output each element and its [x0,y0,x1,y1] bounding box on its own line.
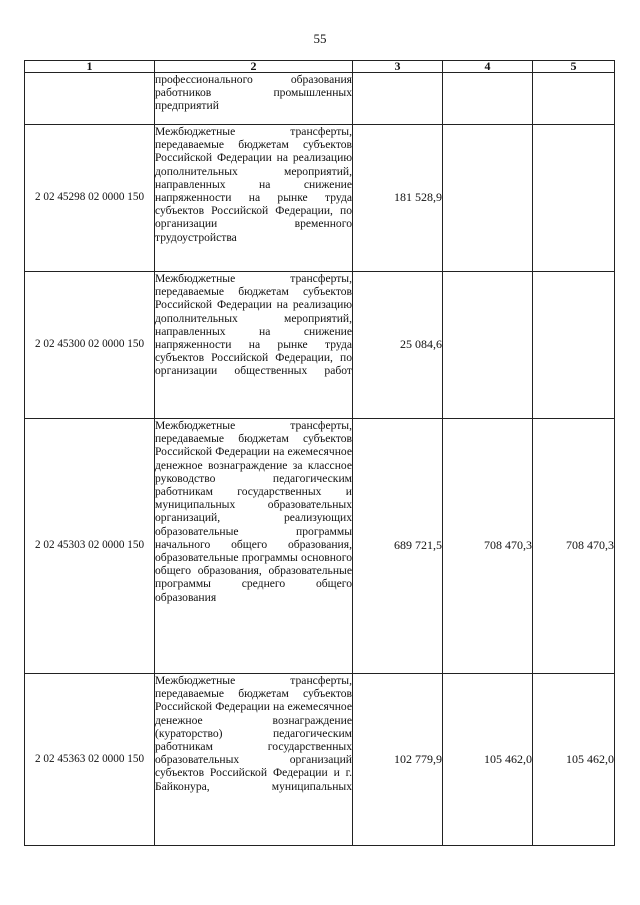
row-description: Межбюджетные трансферты, передаваемые бюджетам субъектов Российской Федерации на ежемесячное денежное вознаграждение (кураторство) педагогическим работникам государственных образовательных организаций субъектов Российской Федерации и г. Байконура, муниципальных [155,674,353,846]
row-value-col3: 689 721,5 [353,419,443,674]
row-value-col3: 25 084,6 [353,272,443,419]
row-value-col5: 708 470,3 [533,419,615,674]
row-value-col3: 181 528,9 [353,125,443,272]
table-row [25,419,615,674]
row-description: Межбюджетные трансферты, передаваемые бюджетам субъектов Российской Федерации на ежемесячное денежное вознаграждение за классное руководство педагогическим работникам государственных и муниципальных образовательных организаций, реализующих образовательные программы начального общего образования, образовательные программы основного общего образования, образовательные программы среднего общего образования [155,419,353,674]
row-code: 2 02 45303 02 0000 150 [25,419,155,674]
row-value-col3: 102 779,9 [353,674,443,846]
row-value-col4 [443,272,533,419]
column-header-4: 4 [443,61,533,73]
table-row [25,125,615,272]
budget-table [24,60,615,846]
row-value-col5 [533,73,615,125]
table-row [25,674,615,846]
page-number: 55 [313,31,327,46]
row-code [25,73,155,125]
row-value-col5 [533,272,615,419]
table-row [25,272,615,419]
column-header-2: 2 [155,61,353,73]
row-description: Межбюджетные трансферты, передаваемые бюджетам субъектов Российской Федерации на реализацию дополнительных мероприятий, направленных на снижение напряженности на рынке труда субъектов Российской Федерации, по организации общественных работ [155,272,353,419]
column-header-1: 1 [25,61,155,73]
row-value-col3 [353,73,443,125]
row-value-col5: 105 462,0 [533,674,615,846]
row-value-col4 [443,125,533,272]
row-code: 2 02 45300 02 0000 150 [25,272,155,419]
row-value-col4: 708 470,3 [443,419,533,674]
row-code: 2 02 45298 02 0000 150 [25,125,155,272]
table-header-row [25,61,615,73]
row-code: 2 02 45363 02 0000 150 [25,674,155,846]
row-value-col4 [443,73,533,125]
row-description: Межбюджетные трансферты, передаваемые бюджетам субъектов Российской Федерации на реализацию дополнительных мероприятий, направленных на снижение напряженности на рынке труда субъектов Российской Федерации, по организации временного трудоустройства [155,125,353,272]
row-value-col5 [533,125,615,272]
column-header-3: 3 [353,61,443,73]
column-header-5: 5 [533,61,615,73]
table-row [25,73,615,125]
row-value-col4: 105 462,0 [443,674,533,846]
row-description: профессионального образования работников промышленных предприятий [155,73,353,125]
